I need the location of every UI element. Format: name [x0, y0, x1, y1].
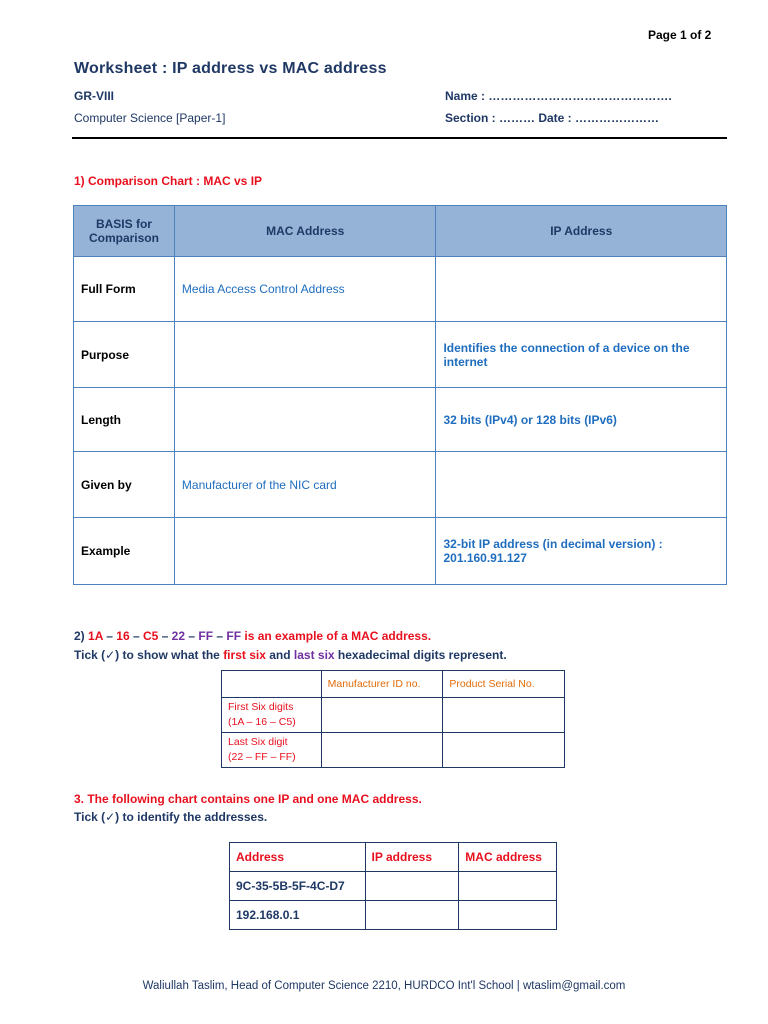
- table-row: [74, 322, 727, 388]
- row-label-first-six: [222, 698, 322, 733]
- row-label-last-six: [222, 733, 322, 768]
- column-header-ip: IP Address: [436, 206, 727, 257]
- hex-ff-1: FF: [198, 629, 214, 643]
- header-divider: [72, 137, 727, 139]
- table-row: [222, 733, 565, 768]
- basis-cell: Purpose: [74, 322, 175, 388]
- column-header-serial: Product Serial No.: [443, 671, 565, 698]
- subject-label: Computer Science [Paper-1]: [74, 111, 226, 125]
- comparison-table: [73, 205, 727, 585]
- mac-cell[interactable]: Media Access Control Address: [174, 257, 436, 322]
- column-header-ip: IP address: [365, 843, 459, 872]
- instr-part: Tick (✓) to show what the: [74, 648, 224, 662]
- section-date-field[interactable]: Section : ……… Date : …………………: [445, 111, 660, 125]
- instr-last-six: last six: [293, 648, 335, 662]
- hex-dash: –: [102, 629, 117, 643]
- tick-cell[interactable]: [443, 733, 565, 768]
- table-header-row: [230, 843, 557, 872]
- tick-cell[interactable]: [459, 872, 557, 901]
- address-value: 9C-35-5B-5F-4C-D7: [230, 872, 366, 901]
- mac-cell[interactable]: [174, 388, 436, 452]
- ip-cell[interactable]: [436, 452, 727, 518]
- q1-heading: 1) Comparison Chart : MAC vs IP: [74, 174, 263, 188]
- hex-ff-2: FF: [226, 629, 242, 643]
- q3-instruction: Tick (✓) to identify the addresses.: [74, 810, 268, 824]
- page-footer: Waliullah Taslim, Head of Computer Science 2210, HURDCO Int'l School | wtaslim@gmail.com: [142, 980, 626, 992]
- table-row: [230, 872, 557, 901]
- row-label-line: First Six digits: [228, 701, 294, 713]
- mac-cell[interactable]: [174, 518, 436, 585]
- address-table: [229, 842, 557, 930]
- hex-22: 22: [171, 629, 186, 643]
- ip-cell[interactable]: 32 bits (IPv4) or 128 bits (IPv6): [436, 388, 727, 452]
- address-value: 192.168.0.1: [230, 901, 366, 930]
- instr-part: and: [265, 648, 294, 662]
- mac-cell[interactable]: Manufacturer of the NIC card: [174, 452, 436, 518]
- table-row: [230, 901, 557, 930]
- column-header-mac: MAC address: [459, 843, 557, 872]
- table-row: [74, 388, 727, 452]
- hex-digits-table: [221, 670, 565, 768]
- hex-16: 16: [116, 629, 130, 643]
- instr-part: hexadecimal digits represent.: [334, 648, 507, 662]
- hex-1a: 1A: [88, 629, 103, 643]
- tick-cell[interactable]: [365, 901, 459, 930]
- q2-heading: [74, 629, 431, 643]
- column-header-blank: [222, 671, 322, 698]
- basis-cell: Given by: [74, 452, 175, 518]
- table-header-row: [222, 671, 565, 698]
- hex-c5: C5: [142, 629, 159, 643]
- grade-label: GR-VIII: [74, 89, 115, 103]
- q2-instruction: [74, 648, 507, 662]
- basis-cell: Full Form: [74, 257, 175, 322]
- name-field[interactable]: Name : ……………………………………….: [445, 89, 672, 103]
- page-number: Page 1 of 2: [648, 28, 712, 42]
- row-label-line: Last Six digit: [228, 736, 288, 748]
- ip-cell[interactable]: 32-bit IP address (in decimal version) : 201.160.91.127: [436, 518, 727, 585]
- hex-dash: –: [185, 629, 199, 643]
- ip-cell[interactable]: Identifies the connection of a device on the internet: [436, 322, 727, 388]
- mac-cell[interactable]: [174, 322, 436, 388]
- column-header-manufacturer: Manufacturer ID no.: [321, 671, 443, 698]
- table-row: [222, 698, 565, 733]
- worksheet-title: Worksheet : IP address vs MAC address: [74, 60, 387, 77]
- table-header-row: [74, 206, 727, 257]
- table-row: [74, 257, 727, 322]
- basis-cell: Length: [74, 388, 175, 452]
- tick-cell[interactable]: [321, 698, 443, 733]
- hex-dash: –: [158, 629, 172, 643]
- instr-first-six: first six: [223, 648, 266, 662]
- hex-dash: –: [129, 629, 143, 643]
- column-header-address: Address: [230, 843, 366, 872]
- basis-cell: Example: [74, 518, 175, 585]
- table-row: [74, 452, 727, 518]
- tick-cell[interactable]: [443, 698, 565, 733]
- row-label-line: (22 – FF – FF): [228, 751, 296, 763]
- row-label-line: (1A – 16 – C5): [228, 716, 296, 728]
- table-row: [74, 518, 727, 585]
- tick-cell[interactable]: [321, 733, 443, 768]
- q3-heading: 3. The following chart contains one IP and one MAC address.: [74, 792, 422, 806]
- tick-cell[interactable]: [459, 901, 557, 930]
- column-header-mac: MAC Address: [174, 206, 436, 257]
- q2-number: 2): [74, 629, 89, 643]
- column-header-basis: BASIS for Comparison: [74, 206, 175, 257]
- tick-cell[interactable]: [365, 872, 459, 901]
- hex-dash: –: [213, 629, 227, 643]
- q2-heading-suffix: is an example of a MAC address.: [241, 629, 432, 643]
- ip-cell[interactable]: [436, 257, 727, 322]
